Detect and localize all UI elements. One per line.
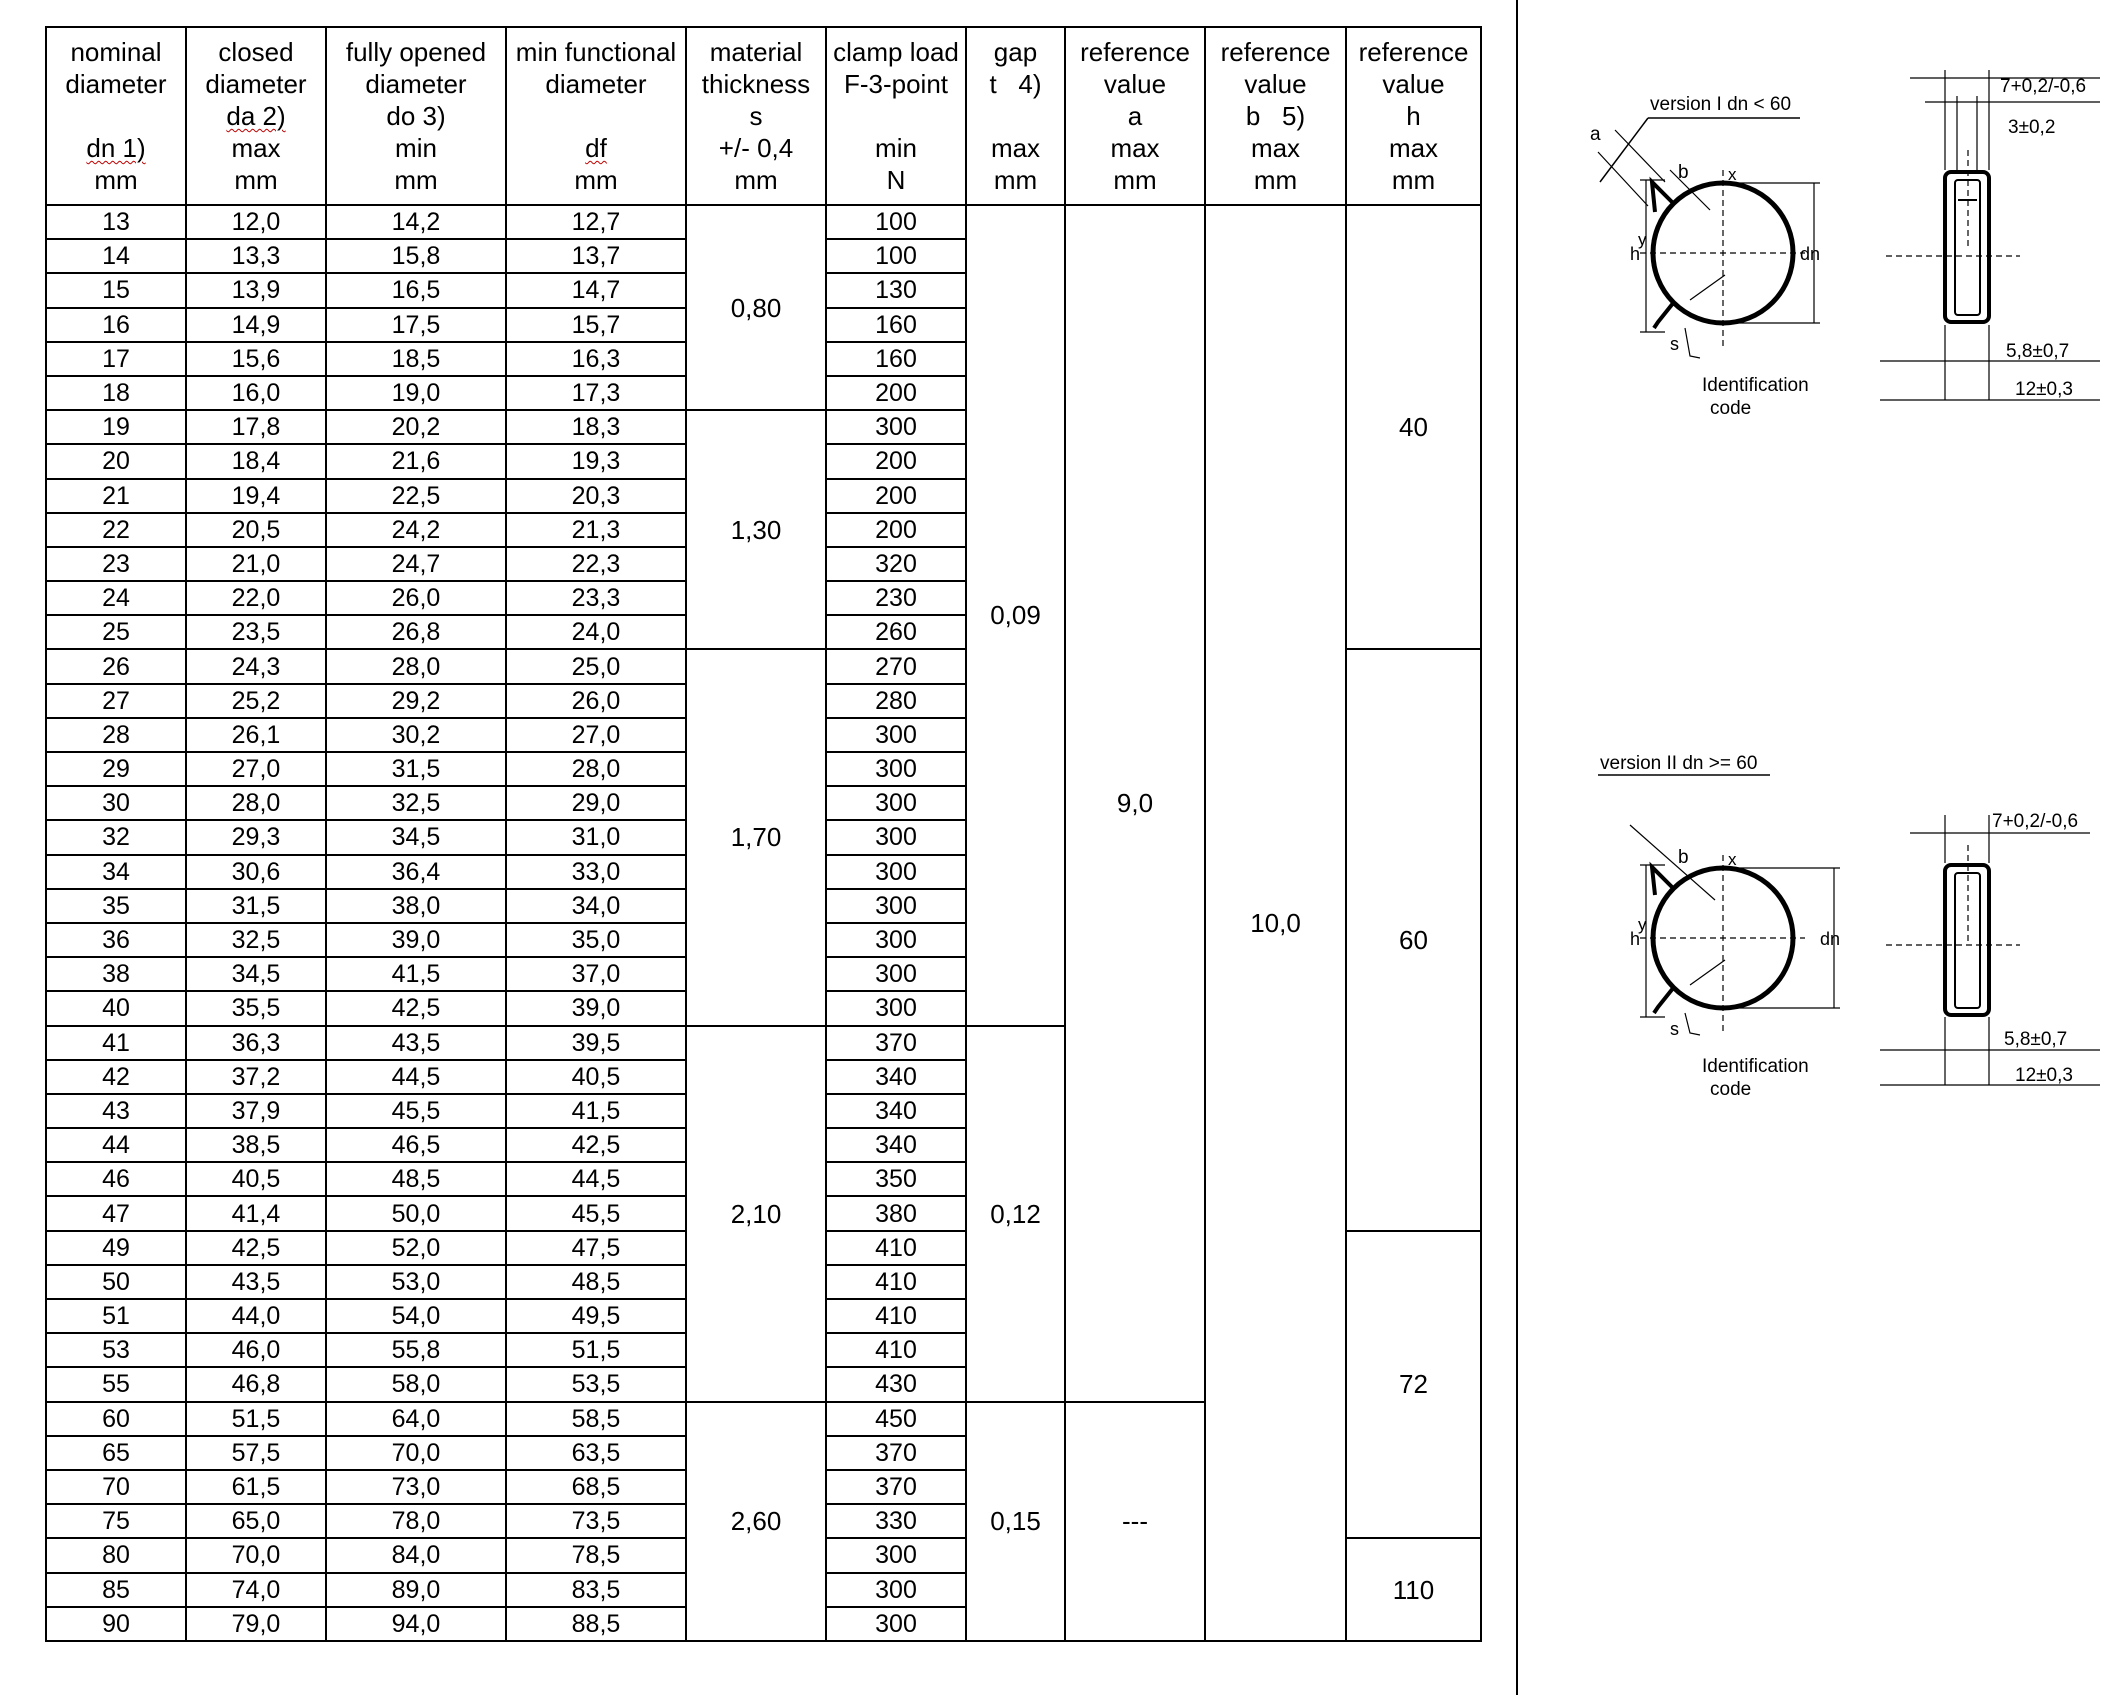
- cell-nominal-diameter: 36: [46, 923, 186, 957]
- cell-functional-diameter: 35,0: [506, 923, 686, 957]
- cell-closed-diameter: 40,5: [186, 1162, 326, 1196]
- reference-a-cell: ---: [1065, 1402, 1205, 1641]
- cell-clamp-load: 300: [826, 1607, 966, 1641]
- cell-closed-diameter: 22,0: [186, 581, 326, 615]
- cell-opened-diameter: 43,5: [326, 1026, 506, 1060]
- reference-h-cell: 72: [1346, 1231, 1481, 1539]
- cell-opened-diameter: 14,2: [326, 205, 506, 239]
- cell-nominal-diameter: 46: [46, 1162, 186, 1196]
- cell-nominal-diameter: 47: [46, 1196, 186, 1230]
- cell-functional-diameter: 44,5: [506, 1162, 686, 1196]
- identification-code-2-line1: Identification: [1702, 1056, 1809, 1077]
- cell-opened-diameter: 26,8: [326, 615, 506, 649]
- cell-nominal-diameter: 23: [46, 547, 186, 581]
- cell-closed-diameter: 17,8: [186, 410, 326, 444]
- cell-closed-diameter: 13,9: [186, 273, 326, 307]
- cell-clamp-load: 410: [826, 1231, 966, 1265]
- dim-width-2: 7+0,2/-0,6: [1992, 811, 2079, 832]
- cell-functional-diameter: 40,5: [506, 1060, 686, 1094]
- cell-opened-diameter: 16,5: [326, 273, 506, 307]
- cell-opened-diameter: 54,0: [326, 1299, 506, 1333]
- cell-clamp-load: 200: [826, 513, 966, 547]
- cell-clamp-load: 300: [826, 889, 966, 923]
- identification-code-line1: Identification: [1702, 375, 1809, 396]
- cell-opened-diameter: 21,6: [326, 444, 506, 478]
- cell-nominal-diameter: 55: [46, 1367, 186, 1401]
- cell-opened-diameter: 31,5: [326, 752, 506, 786]
- header-reference-b: reference value b 5) max mm: [1205, 27, 1346, 205]
- cell-closed-diameter: 43,5: [186, 1265, 326, 1299]
- cell-nominal-diameter: 27: [46, 684, 186, 718]
- cell-functional-diameter: 39,0: [506, 991, 686, 1025]
- cell-functional-diameter: 68,5: [506, 1470, 686, 1504]
- cell-clamp-load: 100: [826, 239, 966, 273]
- cell-functional-diameter: 14,7: [506, 273, 686, 307]
- cell-nominal-diameter: 20: [46, 444, 186, 478]
- cell-clamp-load: 260: [826, 615, 966, 649]
- cell-opened-diameter: 24,2: [326, 513, 506, 547]
- cell-nominal-diameter: 42: [46, 1060, 186, 1094]
- cell-clamp-load: 370: [826, 1436, 966, 1470]
- cell-functional-diameter: 22,3: [506, 547, 686, 581]
- cell-nominal-diameter: 17: [46, 342, 186, 376]
- cell-opened-diameter: 94,0: [326, 1607, 506, 1641]
- header-nominal-diameter: nominal diameter dn 1) mm: [46, 27, 186, 205]
- cell-clamp-load: 300: [826, 1538, 966, 1572]
- cell-nominal-diameter: 80: [46, 1538, 186, 1572]
- cell-nominal-diameter: 28: [46, 718, 186, 752]
- header-reference-h: reference value h max mm: [1346, 27, 1481, 205]
- cell-functional-diameter: 45,5: [506, 1196, 686, 1230]
- label-x: x: [1728, 165, 1737, 184]
- cell-opened-diameter: 45,5: [326, 1094, 506, 1128]
- cell-closed-diameter: 34,5: [186, 957, 326, 991]
- cell-nominal-diameter: 75: [46, 1504, 186, 1538]
- cell-opened-diameter: 73,0: [326, 1470, 506, 1504]
- cell-opened-diameter: 30,2: [326, 718, 506, 752]
- cell-opened-diameter: 52,0: [326, 1231, 506, 1265]
- table-row: [46, 205, 1481, 239]
- header-material-thickness: material thickness s +/- 0,4 mm: [686, 27, 826, 205]
- cell-functional-diameter: 21,3: [506, 513, 686, 547]
- header-min-functional-diameter: min functional diameter df mm: [506, 27, 686, 205]
- cell-opened-diameter: 38,0: [326, 889, 506, 923]
- cell-functional-diameter: 19,3: [506, 444, 686, 478]
- label-b: b: [1678, 162, 1689, 183]
- cell-closed-diameter: 57,5: [186, 1436, 326, 1470]
- cell-nominal-diameter: 41: [46, 1026, 186, 1060]
- label-a: a: [1590, 124, 1601, 145]
- cell-opened-diameter: 42,5: [326, 991, 506, 1025]
- cell-clamp-load: 450: [826, 1402, 966, 1436]
- cell-nominal-diameter: 60: [46, 1402, 186, 1436]
- identification-code-2-line2: code: [1710, 1079, 1752, 1100]
- label-b-2: b: [1678, 847, 1689, 868]
- cell-clamp-load: 300: [826, 718, 966, 752]
- cell-nominal-diameter: 18: [46, 376, 186, 410]
- cell-opened-diameter: 36,4: [326, 855, 506, 889]
- cell-nominal-diameter: 22: [46, 513, 186, 547]
- dim-lower: 5,8±0,7: [2006, 341, 2070, 362]
- cell-closed-diameter: 18,4: [186, 444, 326, 478]
- label-y-2: y: [1638, 915, 1647, 934]
- cell-opened-diameter: 55,8: [326, 1333, 506, 1367]
- label-h-2: h: [1630, 929, 1641, 949]
- header-fully-opened-diameter: fully opened diameter do 3) min mm: [326, 27, 506, 205]
- cell-opened-diameter: 34,5: [326, 820, 506, 854]
- cell-closed-diameter: 61,5: [186, 1470, 326, 1504]
- label-s-2: s: [1670, 1019, 1679, 1039]
- cell-functional-diameter: 51,5: [506, 1333, 686, 1367]
- cell-nominal-diameter: 21: [46, 479, 186, 513]
- cell-functional-diameter: 73,5: [506, 1504, 686, 1538]
- cell-closed-diameter: 79,0: [186, 1607, 326, 1641]
- cell-functional-diameter: 48,5: [506, 1265, 686, 1299]
- cell-closed-diameter: 37,9: [186, 1094, 326, 1128]
- cell-opened-diameter: 39,0: [326, 923, 506, 957]
- cell-closed-diameter: 30,6: [186, 855, 326, 889]
- cell-closed-diameter: 14,9: [186, 308, 326, 342]
- cell-functional-diameter: 39,5: [506, 1026, 686, 1060]
- cell-clamp-load: 340: [826, 1128, 966, 1162]
- cell-clamp-load: 100: [826, 205, 966, 239]
- cell-functional-diameter: 31,0: [506, 820, 686, 854]
- cell-functional-diameter: 17,3: [506, 376, 686, 410]
- cell-functional-diameter: 28,0: [506, 752, 686, 786]
- cell-closed-diameter: 51,5: [186, 1402, 326, 1436]
- cell-opened-diameter: 41,5: [326, 957, 506, 991]
- cell-opened-diameter: 70,0: [326, 1436, 506, 1470]
- cell-closed-diameter: 65,0: [186, 1504, 326, 1538]
- cell-clamp-load: 380: [826, 1196, 966, 1230]
- thickness-cell: 2,60: [686, 1402, 826, 1641]
- cell-closed-diameter: 70,0: [186, 1538, 326, 1572]
- label-x-2: x: [1728, 850, 1737, 869]
- thickness-cell: 1,70: [686, 649, 826, 1025]
- thickness-cell: 1,30: [686, 410, 826, 649]
- header-clamp-load: clamp load F-3-point min N: [826, 27, 966, 205]
- cell-functional-diameter: 49,5: [506, 1299, 686, 1333]
- cell-clamp-load: 370: [826, 1026, 966, 1060]
- cell-clamp-load: 300: [826, 786, 966, 820]
- cell-closed-diameter: 42,5: [186, 1231, 326, 1265]
- cell-closed-diameter: 23,5: [186, 615, 326, 649]
- cell-nominal-diameter: 24: [46, 581, 186, 615]
- cell-nominal-diameter: 26: [46, 649, 186, 683]
- identification-code-line2: code: [1710, 398, 1752, 419]
- cell-clamp-load: 350: [826, 1162, 966, 1196]
- cell-nominal-diameter: 19: [46, 410, 186, 444]
- cell-nominal-diameter: 29: [46, 752, 186, 786]
- cell-closed-diameter: 13,3: [186, 239, 326, 273]
- cell-clamp-load: 130: [826, 273, 966, 307]
- cell-nominal-diameter: 13: [46, 205, 186, 239]
- table-header-row: [46, 27, 1481, 205]
- cell-functional-diameter: 83,5: [506, 1573, 686, 1607]
- thickness-cell: 0,80: [686, 205, 826, 410]
- clamp-dimension-table: [45, 26, 1482, 1642]
- cell-nominal-diameter: 44: [46, 1128, 186, 1162]
- drawing-version-1: [1530, 70, 2120, 430]
- cell-closed-diameter: 32,5: [186, 923, 326, 957]
- cell-nominal-diameter: 25: [46, 615, 186, 649]
- cell-functional-diameter: 88,5: [506, 1607, 686, 1641]
- cell-functional-diameter: 12,7: [506, 205, 686, 239]
- cell-clamp-load: 340: [826, 1060, 966, 1094]
- cell-closed-diameter: 46,8: [186, 1367, 326, 1401]
- vertical-divider: [1516, 0, 1518, 1695]
- label-dn: dn: [1800, 244, 1821, 264]
- cell-closed-diameter: 19,4: [186, 479, 326, 513]
- cell-opened-diameter: 29,2: [326, 684, 506, 718]
- cell-functional-diameter: 23,3: [506, 581, 686, 615]
- cell-nominal-diameter: 38: [46, 957, 186, 991]
- cell-functional-diameter: 42,5: [506, 1128, 686, 1162]
- gap-cell: 0,15: [966, 1402, 1065, 1641]
- cell-opened-diameter: 78,0: [326, 1504, 506, 1538]
- cell-opened-diameter: 24,7: [326, 547, 506, 581]
- cell-closed-diameter: 15,6: [186, 342, 326, 376]
- cell-clamp-load: 410: [826, 1299, 966, 1333]
- cell-nominal-diameter: 16: [46, 308, 186, 342]
- cell-closed-diameter: 37,2: [186, 1060, 326, 1094]
- reference-a-cell: 9,0: [1065, 205, 1205, 1402]
- header-gap: gap t 4) max mm: [966, 27, 1065, 205]
- cell-clamp-load: 430: [826, 1367, 966, 1401]
- cell-clamp-load: 280: [826, 684, 966, 718]
- label-s: s: [1670, 334, 1679, 354]
- cell-nominal-diameter: 50: [46, 1265, 186, 1299]
- cell-clamp-load: 230: [826, 581, 966, 615]
- cell-closed-diameter: 46,0: [186, 1333, 326, 1367]
- cell-closed-diameter: 12,0: [186, 205, 326, 239]
- header-closed-diameter: closed diameter da 2) max mm: [186, 27, 326, 205]
- cell-closed-diameter: 29,3: [186, 820, 326, 854]
- reference-h-cell: 110: [1346, 1538, 1481, 1641]
- cell-opened-diameter: 28,0: [326, 649, 506, 683]
- cell-opened-diameter: 22,5: [326, 479, 506, 513]
- cell-closed-diameter: 36,3: [186, 1026, 326, 1060]
- cell-opened-diameter: 84,0: [326, 1538, 506, 1572]
- cell-opened-diameter: 19,0: [326, 376, 506, 410]
- cell-clamp-load: 270: [826, 649, 966, 683]
- cell-opened-diameter: 32,5: [326, 786, 506, 820]
- cell-functional-diameter: 15,7: [506, 308, 686, 342]
- cell-closed-diameter: 20,5: [186, 513, 326, 547]
- cell-closed-diameter: 38,5: [186, 1128, 326, 1162]
- cell-clamp-load: 320: [826, 547, 966, 581]
- cell-closed-diameter: 16,0: [186, 376, 326, 410]
- cell-nominal-diameter: 85: [46, 1573, 186, 1607]
- cell-functional-diameter: 25,0: [506, 649, 686, 683]
- cell-opened-diameter: 50,0: [326, 1196, 506, 1230]
- cell-functional-diameter: 63,5: [506, 1436, 686, 1470]
- cell-opened-diameter: 64,0: [326, 1402, 506, 1436]
- table-body: [46, 205, 1481, 1641]
- cell-clamp-load: 410: [826, 1265, 966, 1299]
- cell-functional-diameter: 16,3: [506, 342, 686, 376]
- cell-clamp-load: 160: [826, 342, 966, 376]
- cell-nominal-diameter: 90: [46, 1607, 186, 1641]
- cell-clamp-load: 300: [826, 752, 966, 786]
- cell-nominal-diameter: 49: [46, 1231, 186, 1265]
- thickness-cell: 2,10: [686, 1026, 826, 1402]
- cell-clamp-load: 300: [826, 957, 966, 991]
- cell-functional-diameter: 13,7: [506, 239, 686, 273]
- cell-clamp-load: 300: [826, 820, 966, 854]
- cell-functional-diameter: 20,3: [506, 479, 686, 513]
- cell-closed-diameter: 24,3: [186, 649, 326, 683]
- cell-opened-diameter: 26,0: [326, 581, 506, 615]
- cell-clamp-load: 160: [826, 308, 966, 342]
- cell-clamp-load: 410: [826, 1333, 966, 1367]
- reference-b-cell: 10,0: [1205, 205, 1346, 1641]
- drawing-version-2: [1530, 745, 2120, 1115]
- cell-clamp-load: 300: [826, 1573, 966, 1607]
- version-2-label: version II dn >= 60: [1600, 753, 1758, 774]
- gap-cell: 0,09: [966, 205, 1065, 1026]
- cell-clamp-load: 300: [826, 855, 966, 889]
- cell-opened-diameter: 44,5: [326, 1060, 506, 1094]
- cell-clamp-load: 200: [826, 479, 966, 513]
- dim-total-2: 12±0,3: [2015, 1065, 2073, 1086]
- cell-nominal-diameter: 34: [46, 855, 186, 889]
- cell-functional-diameter: 24,0: [506, 615, 686, 649]
- label-dn-2: dn: [1820, 929, 1841, 949]
- cell-nominal-diameter: 14: [46, 239, 186, 273]
- cell-clamp-load: 300: [826, 410, 966, 444]
- cell-functional-diameter: 47,5: [506, 1231, 686, 1265]
- cell-functional-diameter: 29,0: [506, 786, 686, 820]
- cell-nominal-diameter: 65: [46, 1436, 186, 1470]
- cell-opened-diameter: 53,0: [326, 1265, 506, 1299]
- dim-width: 7+0,2/-0,6: [2000, 76, 2087, 97]
- cell-clamp-load: 200: [826, 376, 966, 410]
- dim-total: 12±0,3: [2015, 379, 2073, 400]
- cell-nominal-diameter: 40: [46, 991, 186, 1025]
- cell-nominal-diameter: 32: [46, 820, 186, 854]
- cell-functional-diameter: 27,0: [506, 718, 686, 752]
- cell-opened-diameter: 20,2: [326, 410, 506, 444]
- label-h: h: [1630, 244, 1641, 264]
- cell-closed-diameter: 74,0: [186, 1573, 326, 1607]
- cell-opened-diameter: 17,5: [326, 308, 506, 342]
- cell-opened-diameter: 46,5: [326, 1128, 506, 1162]
- cell-closed-diameter: 44,0: [186, 1299, 326, 1333]
- cell-closed-diameter: 35,5: [186, 991, 326, 1025]
- gap-cell: 0,12: [966, 1026, 1065, 1402]
- cell-nominal-diameter: 51: [46, 1299, 186, 1333]
- cell-clamp-load: 340: [826, 1094, 966, 1128]
- cell-nominal-diameter: 70: [46, 1470, 186, 1504]
- cell-opened-diameter: 48,5: [326, 1162, 506, 1196]
- cell-closed-diameter: 28,0: [186, 786, 326, 820]
- cell-closed-diameter: 21,0: [186, 547, 326, 581]
- cell-functional-diameter: 78,5: [506, 1538, 686, 1572]
- cell-opened-diameter: 15,8: [326, 239, 506, 273]
- cell-clamp-load: 370: [826, 1470, 966, 1504]
- cell-closed-diameter: 26,1: [186, 718, 326, 752]
- cell-closed-diameter: 27,0: [186, 752, 326, 786]
- header-reference-a: reference value a max mm: [1065, 27, 1205, 205]
- cell-opened-diameter: 18,5: [326, 342, 506, 376]
- cell-functional-diameter: 58,5: [506, 1402, 686, 1436]
- dim-slot: 3±0,2: [2008, 117, 2056, 138]
- dim-lower-2: 5,8±0,7: [2004, 1029, 2068, 1050]
- cell-functional-diameter: 26,0: [506, 684, 686, 718]
- cell-functional-diameter: 53,5: [506, 1367, 686, 1401]
- cell-nominal-diameter: 53: [46, 1333, 186, 1367]
- cell-opened-diameter: 89,0: [326, 1573, 506, 1607]
- cell-functional-diameter: 34,0: [506, 889, 686, 923]
- reference-h-cell: 40: [1346, 205, 1481, 649]
- cell-closed-diameter: 31,5: [186, 889, 326, 923]
- cell-closed-diameter: 25,2: [186, 684, 326, 718]
- cell-opened-diameter: 58,0: [326, 1367, 506, 1401]
- cell-nominal-diameter: 15: [46, 273, 186, 307]
- cell-clamp-load: 300: [826, 991, 966, 1025]
- cell-nominal-diameter: 43: [46, 1094, 186, 1128]
- version-1-label: version I dn < 60: [1650, 94, 1792, 115]
- cell-nominal-diameter: 30: [46, 786, 186, 820]
- cell-clamp-load: 330: [826, 1504, 966, 1538]
- side-view-body-2: [1945, 865, 1989, 1015]
- cell-functional-diameter: 18,3: [506, 410, 686, 444]
- reference-h-cell: 60: [1346, 649, 1481, 1230]
- cell-clamp-load: 200: [826, 444, 966, 478]
- cell-functional-diameter: 33,0: [506, 855, 686, 889]
- cell-closed-diameter: 41,4: [186, 1196, 326, 1230]
- cell-nominal-diameter: 35: [46, 889, 186, 923]
- cell-functional-diameter: 41,5: [506, 1094, 686, 1128]
- side-view-body: [1945, 172, 1989, 322]
- cell-functional-diameter: 37,0: [506, 957, 686, 991]
- cell-clamp-load: 300: [826, 923, 966, 957]
- label-y: y: [1638, 230, 1647, 249]
